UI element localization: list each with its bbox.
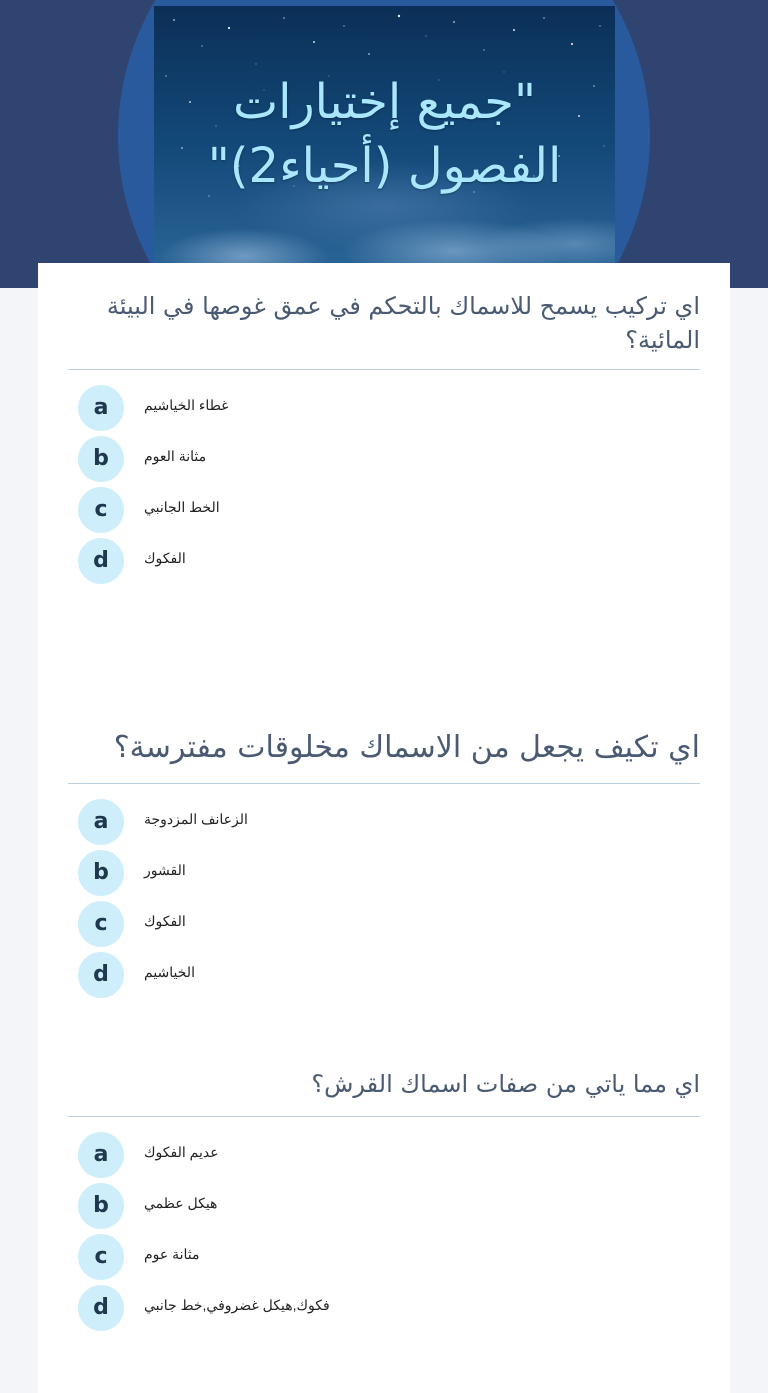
- choice-letter-badge: d: [78, 538, 124, 584]
- question-2: [68, 727, 700, 987]
- question-divider: [68, 783, 700, 784]
- choice-b[interactable]: [78, 436, 690, 482]
- choice-c[interactable]: [78, 901, 690, 947]
- choice-letter-badge: b: [78, 850, 124, 896]
- choice-text: عديم الفكوك: [144, 1144, 219, 1160]
- choice-letter-badge: b: [78, 1183, 124, 1229]
- header-banner: [0, 0, 768, 288]
- choice-b[interactable]: [78, 850, 690, 896]
- choice-text: الخط الجانبي: [144, 499, 220, 515]
- choice-letter-badge: c: [78, 901, 124, 947]
- question-3: [68, 1067, 700, 1320]
- choice-text: القشور: [144, 862, 186, 878]
- choice-a[interactable]: [78, 385, 690, 431]
- choice-text: مثانة عوم: [144, 1246, 200, 1262]
- question-divider: [68, 369, 700, 370]
- choice-letter-badge: a: [78, 385, 124, 431]
- quiz-cover-image: [154, 6, 615, 268]
- choice-letter-badge: c: [78, 487, 124, 533]
- quiz-title: "جميع إختيارات الفصول (أحياء2)": [207, 74, 562, 194]
- choice-a[interactable]: [78, 799, 690, 845]
- question-text: اي مما ياتي من صفات اسماك القرش؟: [311, 1070, 700, 1098]
- choice-letter-badge: c: [78, 1234, 124, 1280]
- question-1: [68, 289, 700, 573]
- choice-c[interactable]: [78, 487, 690, 533]
- choice-letter-badge: a: [78, 1132, 124, 1178]
- choice-text: الزعانف المزدوجة: [144, 811, 248, 827]
- question-text: اي تكيف يجعل من الاسماك مخلوقات مفترسة؟: [113, 730, 700, 765]
- choice-text: غطاء الخياشيم: [144, 397, 229, 413]
- choice-text: الفكوك: [144, 550, 186, 566]
- choice-a[interactable]: [78, 1132, 690, 1178]
- choice-c[interactable]: [78, 1234, 690, 1280]
- quiz-card: [38, 263, 730, 1393]
- question-divider: [68, 1116, 700, 1117]
- choice-letter-badge: d: [78, 952, 124, 998]
- choice-b[interactable]: [78, 1183, 690, 1229]
- choice-text: هيكل عظمي: [144, 1195, 218, 1211]
- choice-letter-badge: d: [78, 1285, 124, 1331]
- choice-d[interactable]: [78, 952, 690, 998]
- choice-letter-badge: b: [78, 436, 124, 482]
- choice-text: مثانة العوم: [144, 448, 207, 464]
- choice-text: الخياشيم: [144, 964, 195, 980]
- choice-letter-badge: a: [78, 799, 124, 845]
- choice-d[interactable]: [78, 1285, 690, 1331]
- choice-d[interactable]: [78, 538, 690, 584]
- choice-text: الفكوك: [144, 913, 186, 929]
- choice-text: فكوك,هيكل غضروفي,خط جانبي: [144, 1297, 330, 1313]
- question-text: اي تركيب يسمح للاسماك بالتحكم في عمق غوصها في البيئة المائية؟: [106, 292, 700, 354]
